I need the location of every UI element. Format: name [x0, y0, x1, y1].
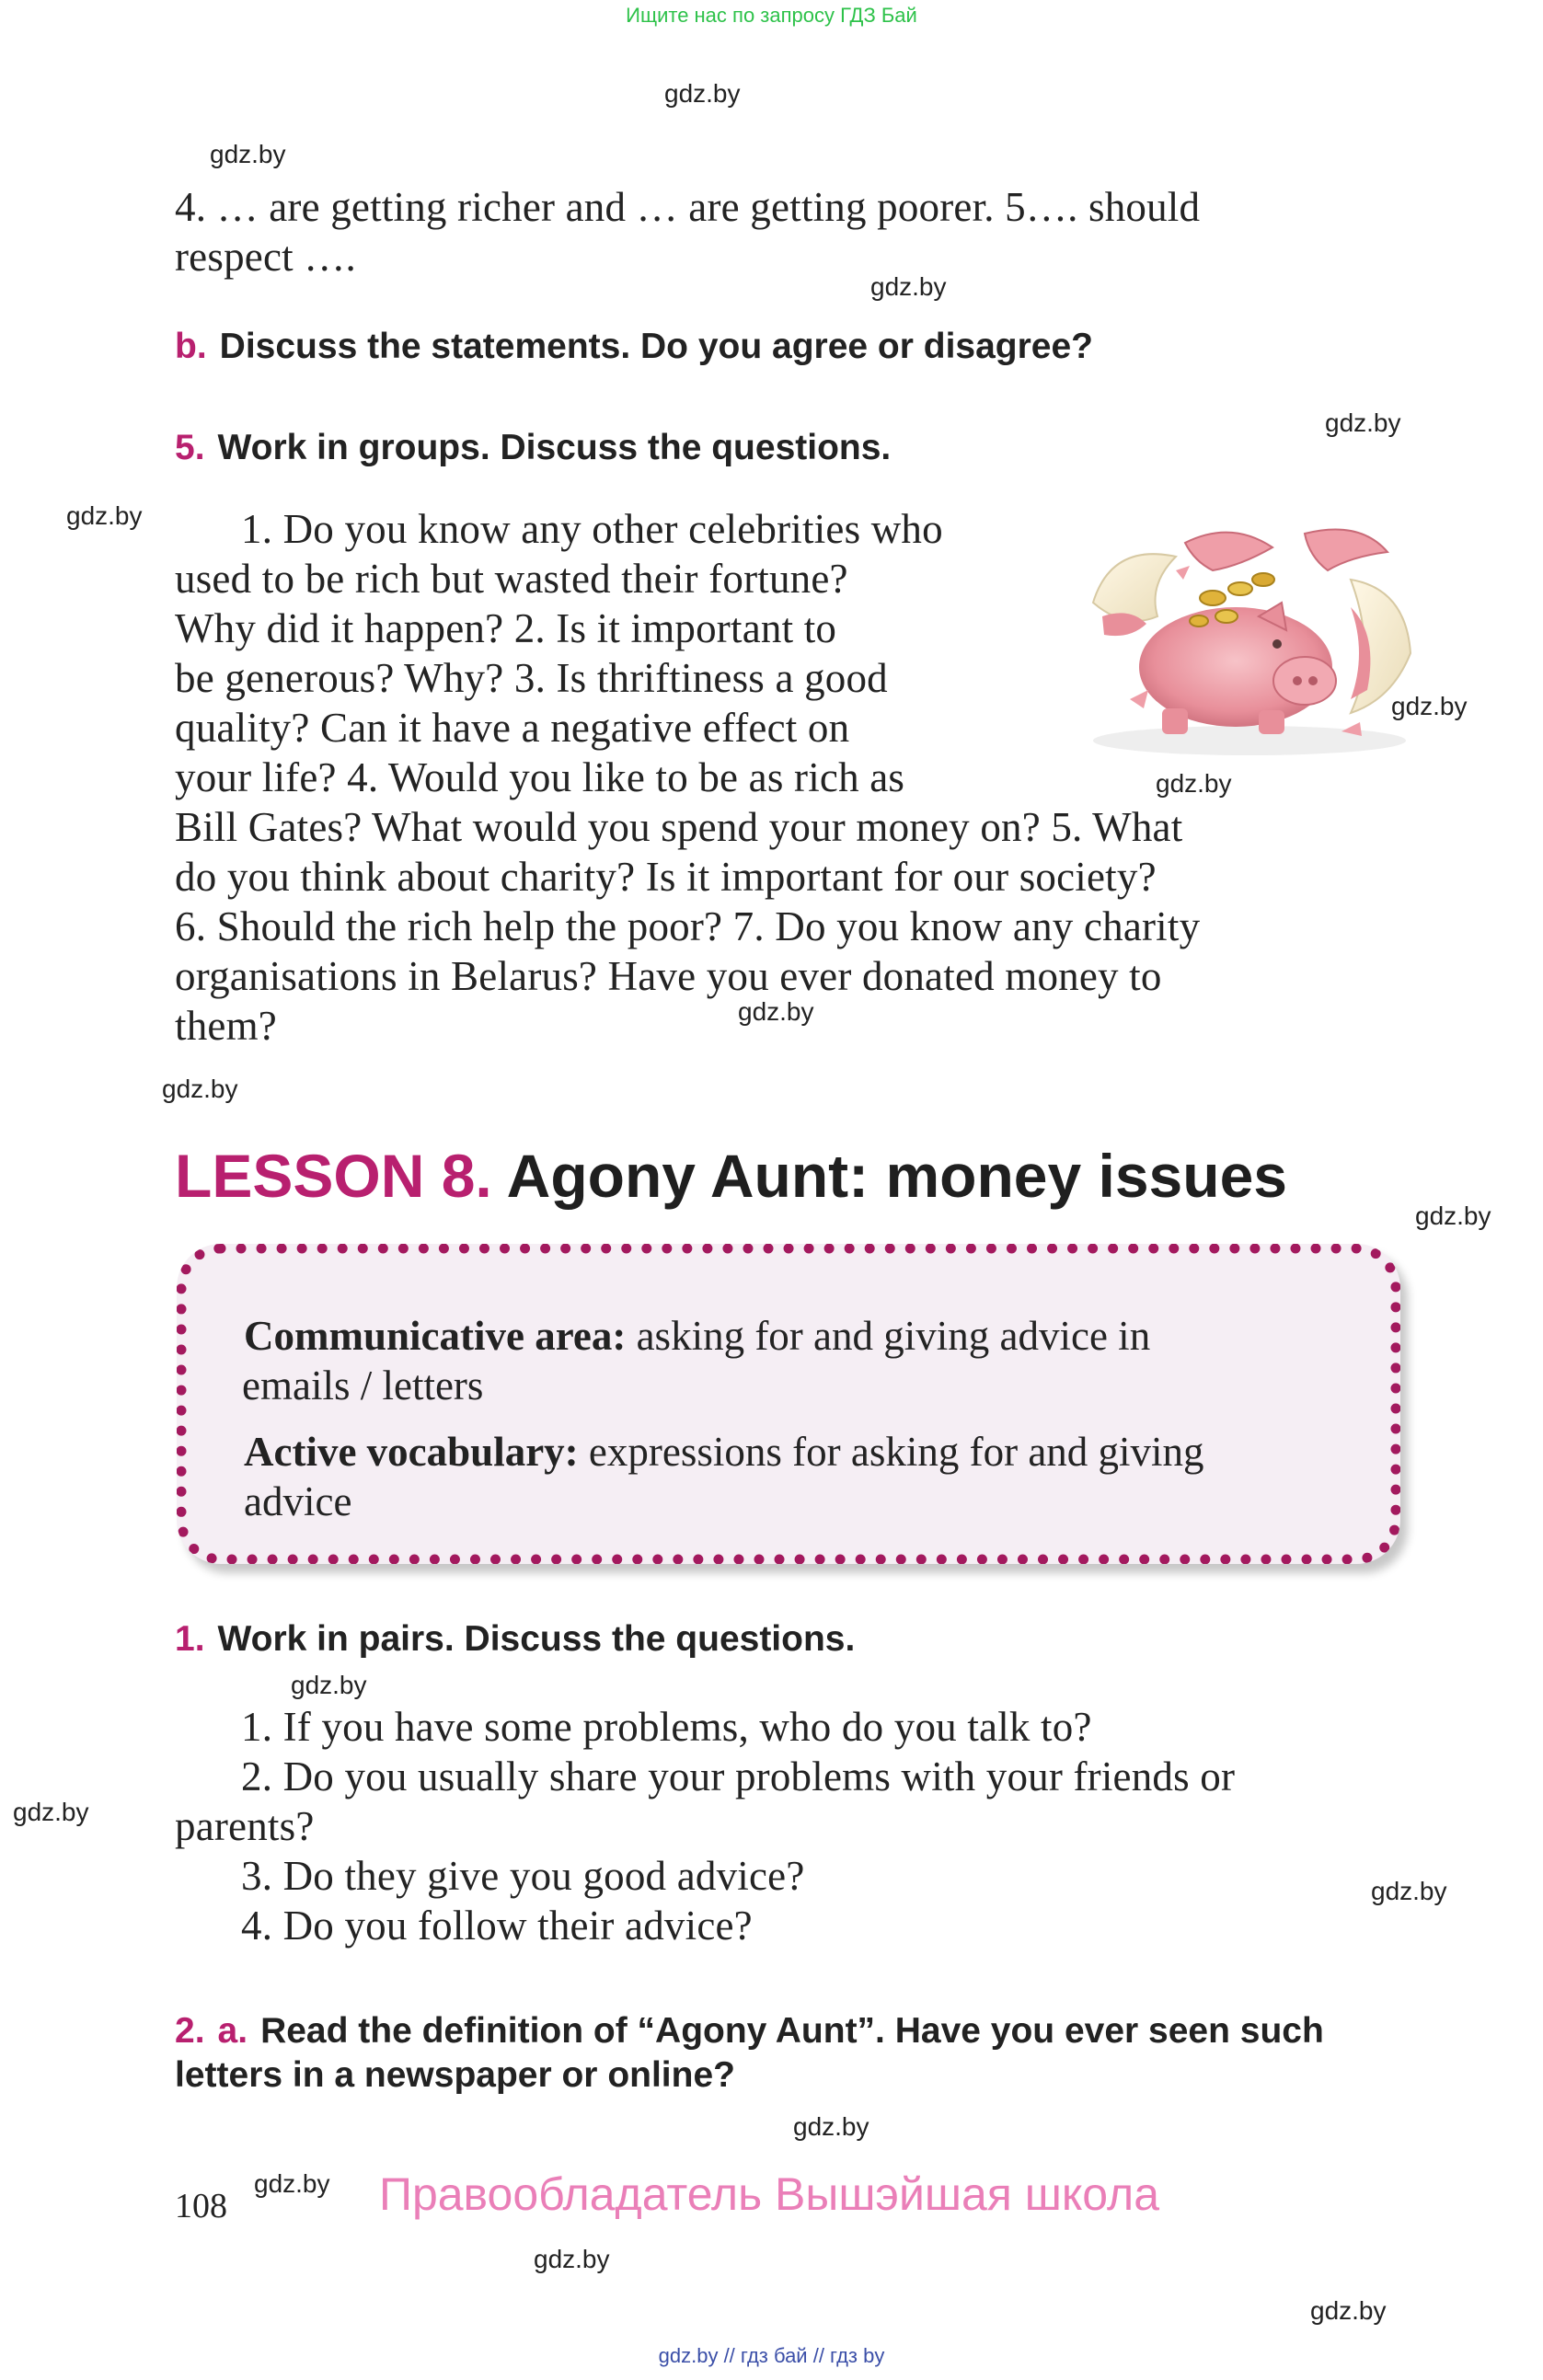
watermark: gdz.by [13, 1798, 89, 1826]
communicative-area-label: Communicative area: [244, 1313, 627, 1359]
watermark: gdz.by [534, 2245, 610, 2273]
bottom-banner[interactable]: gdz.by // гдз бай // гдз by [658, 2344, 885, 2367]
top-banner[interactable]: Ищите нас по запросу ГДЗ Бай [626, 4, 917, 27]
watermark: gdz.by [1371, 1877, 1447, 1905]
broken-piggy-bank-icon [1075, 515, 1424, 764]
rights-holder: Правообладатель Вышэйшая школа [379, 2168, 1159, 2220]
watermark: gdz.by [1415, 1201, 1491, 1230]
question-line: quality? Can it have a negative effect on [175, 705, 850, 751]
question-line: do you think about charity? Is it important for our society? [175, 854, 1157, 900]
task-instruction: Work in pairs. Discuss the questions. [217, 1619, 856, 1659]
communicative-area-text: asking for and giving advice in [626, 1313, 1151, 1359]
watermark: gdz.by [66, 501, 143, 530]
lesson-name: Agony Aunt: money issues [506, 1142, 1287, 1210]
fragment-line: respect …. [175, 234, 356, 280]
watermark: gdz.by [1325, 408, 1401, 437]
task-instruction: Work in groups. Discuss the questions. [217, 428, 892, 467]
task-5 [175, 426, 891, 470]
watermark: gdz.by [291, 1671, 367, 1699]
active-vocabulary-line [244, 1427, 1204, 1477]
active-vocabulary-line: advice [244, 1478, 352, 1524]
watermark: gdz.by [1310, 2296, 1387, 2325]
watermark: gdz.by [254, 2169, 330, 2198]
question-line: 6. Should the rich help the poor? 7. Do you know any charity [175, 903, 1201, 949]
page-number: 108 [175, 2187, 227, 2225]
task-instruction: Discuss the statements. Do you agree or disagree? [219, 327, 1093, 366]
task-2a-line: letters in a newspaper or online? [175, 2055, 735, 2095]
question-line: organisations in Belarus? Have you ever donated money to [175, 953, 1162, 999]
task-number: 1. [175, 1619, 205, 1659]
question-line: 3. Do they give you good advice? [241, 1853, 805, 1899]
question-line: Why did it happen? 2. Is it important to [175, 605, 837, 651]
task-2a-line [175, 2009, 1408, 2053]
question-line: them? [175, 1003, 277, 1049]
task-1 [175, 1617, 855, 1661]
watermark: gdz.by [793, 2112, 869, 2141]
communicative-area-line: emails / letters [242, 1362, 484, 1408]
question-line: 1. Do you know any other celebrities who [241, 506, 943, 552]
question-line: be generous? Why? 3. Is thriftiness a good [175, 655, 888, 701]
previous-exercise-fragment [175, 182, 1399, 282]
task-instruction: Read the definition of “Agony Aunt”. Have you ever seen such [260, 2011, 1324, 2051]
active-vocabulary-text: expressions for asking for and giving [578, 1429, 1204, 1475]
task-1-questions [175, 1702, 1399, 1950]
watermark: gdz.by [870, 272, 947, 301]
question-line: 2. Do you usually share your problems with your friends or [241, 1753, 1236, 1799]
active-vocabulary-label: Active vocabulary: [244, 1429, 579, 1475]
lesson-objectives-box [177, 1244, 1400, 1564]
task-2a [175, 2009, 1408, 2098]
task-letter: b. [175, 327, 207, 366]
question-line: your life? 4. Would you like to be as rich as [175, 754, 905, 800]
task-number: 2. [175, 2011, 205, 2051]
question-line: parents? [175, 1803, 315, 1849]
watermark: gdz.by [162, 1075, 238, 1103]
lesson-title [175, 1141, 1287, 1211]
task-4b [175, 325, 1093, 369]
task-number: 5. [175, 428, 205, 467]
watermark: gdz.by [210, 140, 286, 168]
watermark: gdz.by [664, 79, 741, 108]
watermark: gdz.by [738, 997, 814, 1026]
communicative-area-line [244, 1311, 1150, 1361]
question-line: 1. If you have some problems, who do you talk to? [241, 1704, 1092, 1750]
question-line: Bill Gates? What would you spend your money on? 5. What [175, 804, 1183, 850]
question-line: used to be rich but wasted their fortune? [175, 556, 848, 602]
watermark: gdz.by [1391, 692, 1468, 720]
watermark: gdz.by [1156, 769, 1232, 798]
lesson-label: LESSON 8. [175, 1142, 492, 1210]
question-line: 4. Do you follow their advice? [241, 1903, 753, 1949]
fragment-line: 4. … are getting richer and … are getting poorer. 5…. should [175, 184, 1201, 230]
task-letter: a. [217, 2011, 248, 2051]
